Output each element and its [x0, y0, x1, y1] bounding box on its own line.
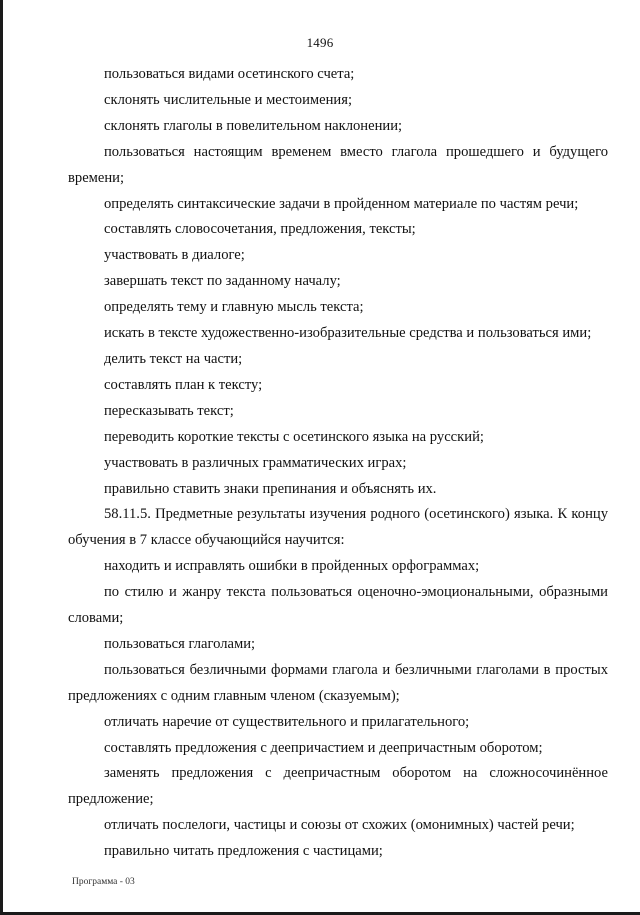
- paragraph: составлять предложения с деепричастием и деепричастным оборотом;: [104, 739, 543, 756]
- paragraph: участвовать в различных грамматических играх;: [104, 454, 407, 471]
- paragraph: пользоваться глаголами;: [104, 635, 256, 652]
- paragraph: находить и исправлять ошибки в пройденных орфограммах;: [104, 558, 480, 575]
- paragraph: пользоваться настоящим временем вместо глагола прошедшего и будущего времени;: [68, 143, 608, 186]
- paragraph: определять тему и главную мысль текста;: [104, 299, 364, 316]
- paragraph: пересказывать текст;: [104, 402, 234, 419]
- page-number: 1496: [306, 35, 334, 50]
- paragraph: пользоваться видами осетинского счета;: [104, 66, 355, 82]
- paragraph: переводить короткие тексты с осетинского языка на русский;: [104, 428, 484, 445]
- paragraph: пользоваться безличными формами глагола и безличными глаголами в простых предложениях с одним главным членом (сказуемым);: [68, 661, 608, 704]
- paragraph: составлять словосочетания, предложения, тексты;: [104, 221, 416, 238]
- paragraph: склонять глаголы в повелительном наклонении;: [104, 117, 403, 134]
- paragraph: по стилю и жанру текста пользоваться оценочно-эмоциональными, образными словами;: [68, 584, 608, 627]
- paragraph: делить текст на части;: [104, 350, 243, 367]
- paragraph: составлять план к тексту;: [104, 376, 263, 393]
- footer-label: Программа - 03: [72, 877, 135, 887]
- paragraph: отличать наречие от существительного и прилагательного;: [104, 713, 470, 730]
- paragraph: правильно ставить знаки препинания и объяснять их.: [104, 480, 437, 497]
- paragraph: правильно читать предложения с частицами;: [104, 843, 383, 860]
- paragraph: искать в тексте художественно-изобразительные средства и пользоваться ими;: [104, 325, 592, 342]
- document-body: [68, 62, 608, 865]
- paragraph: заменять предложения с деепричастным оборотом на сложносочинённое предложение;: [68, 765, 608, 808]
- section-paragraph: 58.11.5. Предметные результаты изучения родного (осетинского) языка. К концу обучения в 7 классе обучающийся научится:: [68, 506, 608, 549]
- page-edge-left: [0, 0, 3, 915]
- paragraph: отличать послелоги, частицы и союзы от схожих (омонимных) частей речи;: [104, 817, 575, 834]
- paragraph: склонять числительные и местоимения;: [104, 91, 353, 108]
- paragraph: определять синтаксические задачи в пройденном материале по частям речи;: [104, 195, 579, 212]
- paragraph: завершать текст по заданному началу;: [104, 273, 341, 290]
- paragraph: участвовать в диалоге;: [104, 247, 245, 264]
